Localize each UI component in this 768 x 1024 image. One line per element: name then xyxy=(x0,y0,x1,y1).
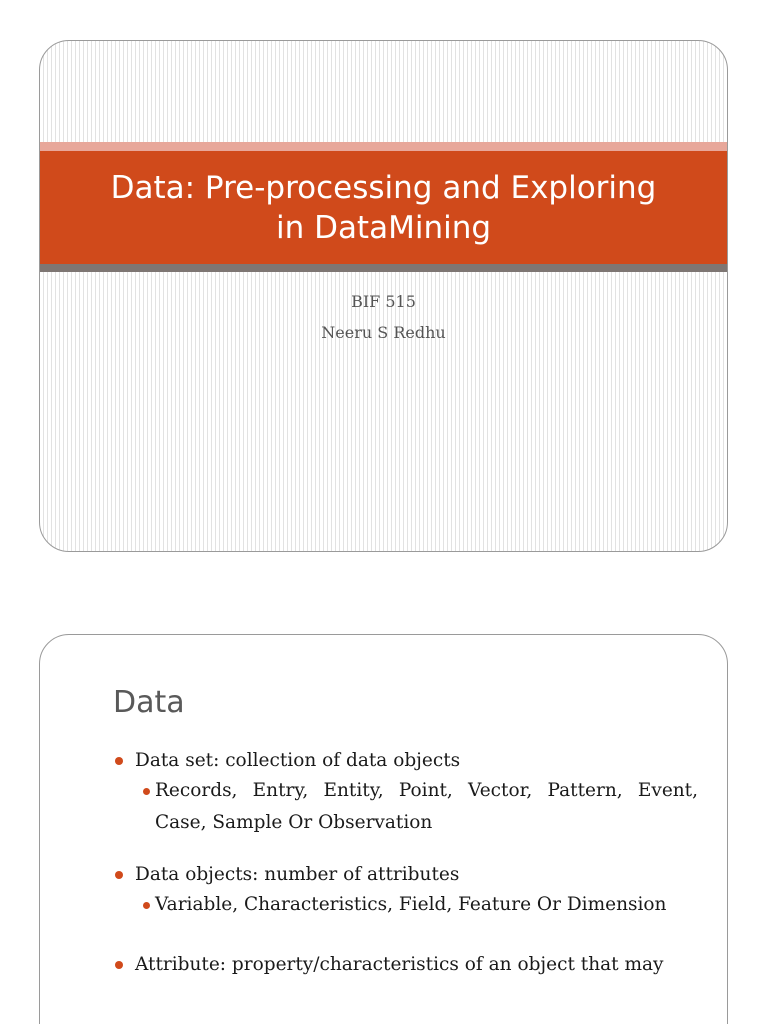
bullet-list xyxy=(113,747,698,979)
sub-bullet-dot-icon xyxy=(143,902,150,909)
bullet-item xyxy=(113,951,698,979)
bullet-item xyxy=(113,747,698,775)
sub-bullet-dot-icon xyxy=(143,788,150,795)
author-name: Neeru S Redhu xyxy=(321,323,446,342)
title-bottom-stripe xyxy=(40,264,727,272)
bullet-dot-icon xyxy=(115,871,123,879)
title-slide xyxy=(39,40,728,552)
sub-bullet-item xyxy=(135,775,698,839)
subtitle-block xyxy=(40,286,727,348)
bullet-dot-icon xyxy=(115,757,123,765)
slide-heading: Data xyxy=(113,685,185,720)
slide-title-line-1: Data: Pre-processing and Exploring xyxy=(110,169,657,206)
title-band xyxy=(40,151,727,264)
sub-bullet-text: Variable, Characteristics, Field, Feature Or Dimension xyxy=(155,894,667,915)
bullet-text: Attribute: property/characteristics of an object that may xyxy=(135,954,664,975)
sub-bullet-item xyxy=(135,889,698,921)
bullet-dot-icon xyxy=(115,961,123,969)
bullet-text: Data set: collection of data objects xyxy=(135,750,461,771)
slide-title-line-2: in DataMining xyxy=(275,209,492,246)
course-code: BIF 515 xyxy=(351,292,416,311)
content-slide xyxy=(39,634,728,1024)
bullet-text: Data objects: number of attributes xyxy=(135,864,460,885)
title-top-stripe xyxy=(40,142,727,151)
bullet-item xyxy=(113,861,698,889)
sub-bullet-text: Records, Entry, Entity, Point, Vector, Pattern, Event, Case, Sample Or Observation xyxy=(155,780,698,833)
